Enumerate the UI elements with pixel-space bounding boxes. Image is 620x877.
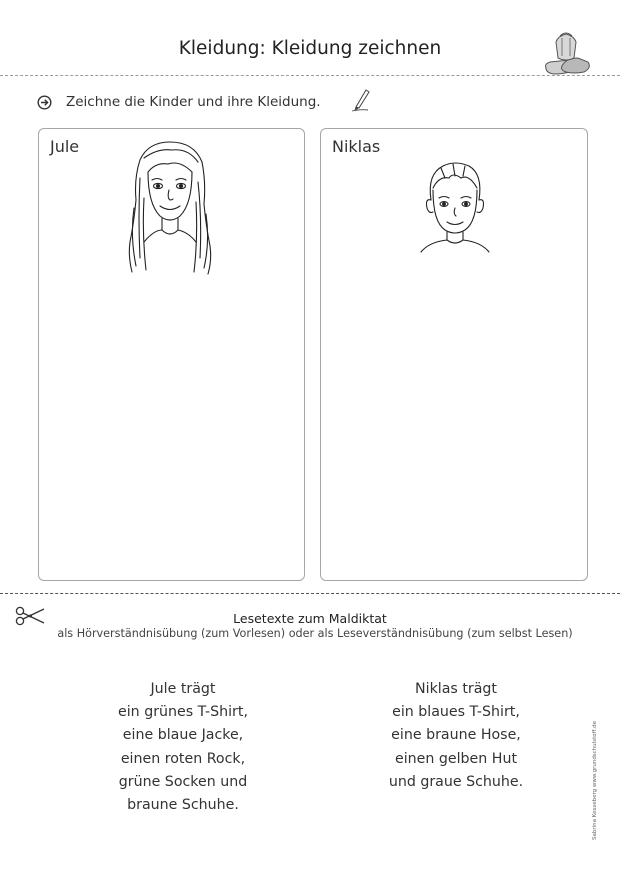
reading-section-title: Lesetexte zum Maldiktat [233,611,387,626]
page-title: Kleidung: Kleidung zeichnen [178,38,442,59]
clothes-pile-icon [540,28,592,78]
text-line: braune Schuhe. [127,797,239,814]
circle-arrow-right-icon [37,95,52,110]
text-line: Jule trägt [150,681,216,697]
pencil-icon [350,88,372,112]
text-line: eine braune Hose, [391,727,521,744]
text-line: eine blaue Jacke, [122,727,244,744]
child-name-niklas: Niklas [332,137,381,156]
child-name-jule: Jule [50,137,80,156]
instruction-text: Zeichne die Kinder und ihre Kleidung. [66,94,321,110]
reading-text-niklas [356,678,556,794]
text-line: einen gelben Hut [394,750,518,767]
reading-text-jule [83,678,283,817]
text-line: Niklas trägt [415,681,497,697]
author-credit: Sabrina Kesseberg www.grundschulstoff.de [592,721,598,840]
text-line: einen roten Rock, [120,750,246,767]
text-line: ein blaues T-Shirt, [392,704,520,721]
text-line: und graue Schuhe. [388,773,524,790]
jule-portrait-drawing [110,138,230,278]
text-line: grüne Socken und [118,773,248,790]
reading-section-subtitle: als Hörverständnisübung (zum Vorlesen) oder als Leseverständnisübung (zum selbst Lesen) [57,627,573,640]
niklas-portrait-drawing [415,158,495,254]
header-divider [0,75,620,76]
text-line: ein grünes T-Shirt, [118,704,248,721]
cut-line [0,593,620,594]
